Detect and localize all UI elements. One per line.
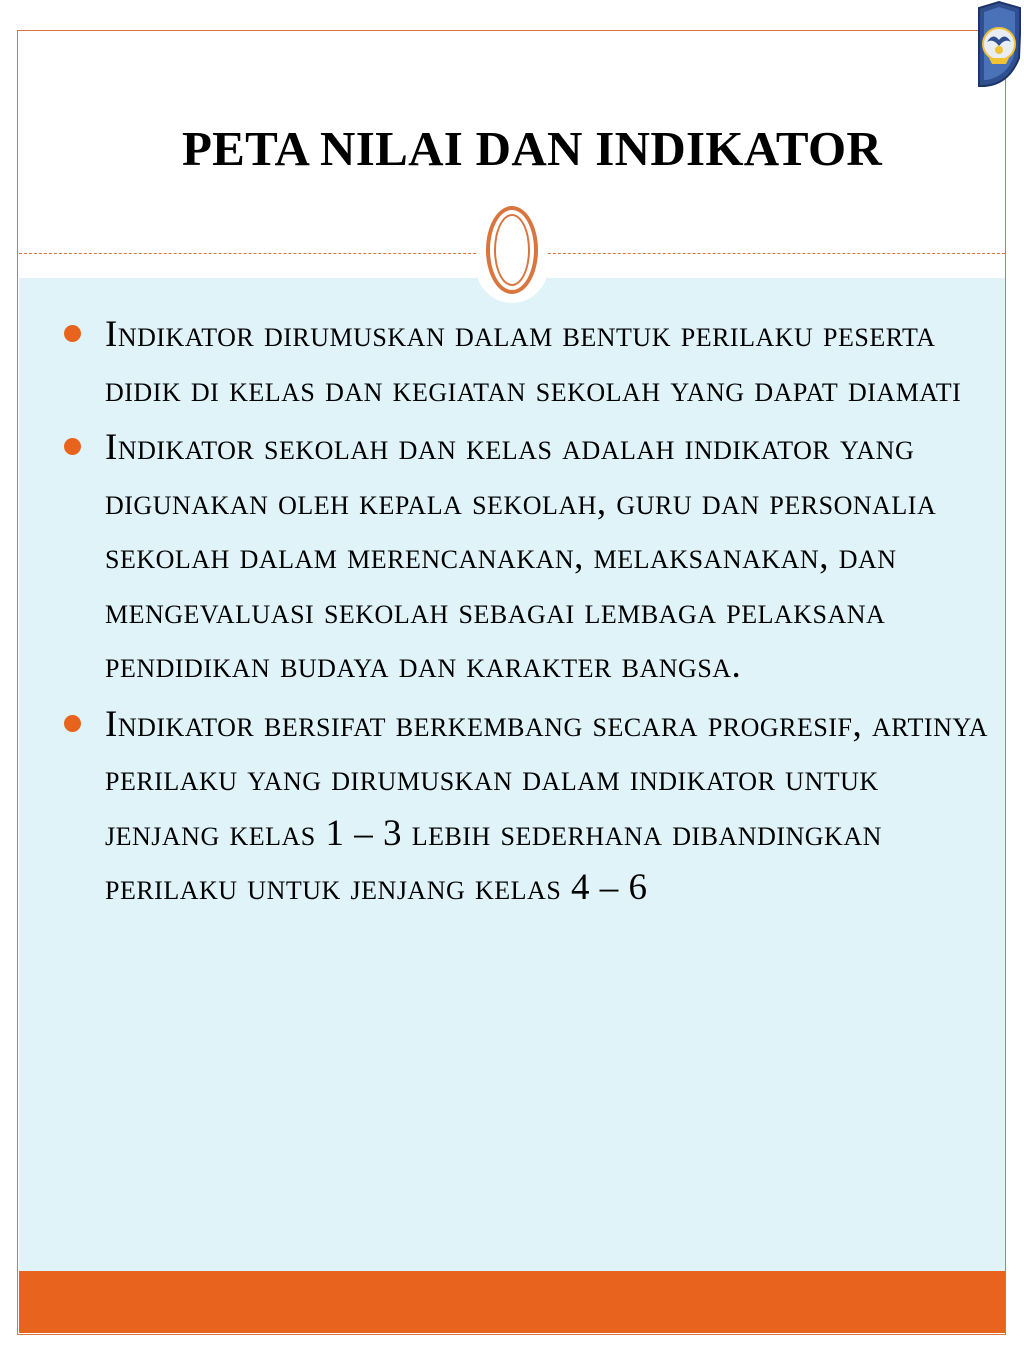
bullet-list xyxy=(64,308,989,920)
tut-wuri-handayani-emblem-icon xyxy=(975,0,1024,88)
orange-dot-icon xyxy=(64,715,81,732)
bullet-item xyxy=(64,698,989,916)
bullet-item xyxy=(64,421,989,694)
orange-dot-icon xyxy=(64,438,81,455)
bullet-text: Indikator bersifat berkembang secara progresif, artinya perilaku yang dirumuskan dalam indikator untuk jenjang kelas 1 – 3 lebih sederhana dibandingkan perilaku untuk jenjang kelas 4 – 6 xyxy=(105,703,989,908)
bullet-text: Indikator sekolah dan kelas adalah indikator yang digunakan oleh kepala sekolah, guru dan personalia sekolah dalam merencanakan, melaksanakan, dan mengevaluasi sekolah sebagai lembaga pelaksana pendidikan budaya dan karakter bangsa. xyxy=(105,427,937,686)
orange-dot-icon xyxy=(64,325,81,342)
page-title: PETA NILAI DAN INDIKATOR xyxy=(181,121,883,176)
orange-ring-inner-icon xyxy=(494,214,530,286)
bullet-text: Indikator dirumuskan dalam bentuk perilaku peserta didik di kelas dan kegiatan sekolah yang dapat diamati xyxy=(105,314,962,410)
bottom-accent-bar xyxy=(19,1271,1005,1333)
bullet-item xyxy=(64,308,989,417)
